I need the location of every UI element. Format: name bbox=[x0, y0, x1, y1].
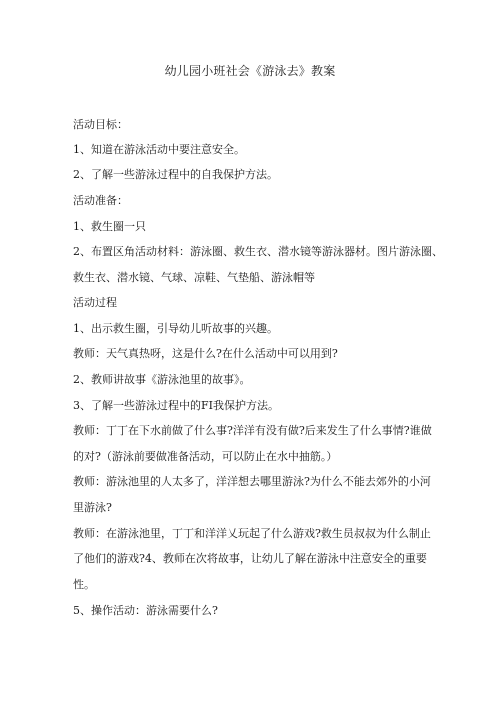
section-heading-preparation: 活动准备： bbox=[73, 194, 128, 207]
preparation-item-2-continued: 救生衣、潜水镜、气球、凉鞋、气垫船、游泳帽等 bbox=[73, 271, 315, 284]
process-step-2: 2、教师讲故事《游泳池里的故事》。 bbox=[73, 373, 251, 386]
process-step-5: 5、操作活动：游泳需要什么? bbox=[73, 604, 218, 617]
process-step-1: 1、出示救生圈，引导幼儿听故事的兴趣。 bbox=[73, 322, 278, 335]
teacher-line-3-continued: 里游泳? bbox=[73, 501, 112, 514]
goal-item-2: 2、了解一些游泳过程中的自我保护方法。 bbox=[73, 168, 278, 181]
teacher-line-4: 教师：在游泳池里，丁丁和洋洋乂玩起了什么游戏?救生员叔叔为什么制止 bbox=[73, 527, 431, 540]
teacher-line-3: 教师：游泳池里的人太多了，洋洋想去哪里游泳?为什么不能去郊外的小河 bbox=[73, 475, 431, 488]
teacher-line-4-continued: 了他们的游戏?4、教师在次将故事，让幼儿了解在游泳中注意安全的重要 bbox=[73, 552, 427, 565]
goal-item-1: 1、知道在游泳活动中要注意安全。 bbox=[73, 143, 245, 156]
teacher-line-4-end: 性。 bbox=[73, 578, 95, 591]
teacher-line-2-continued: 的对?（游泳前要做准备活动，可以防止在水中抽筋。） bbox=[73, 450, 338, 463]
preparation-item-2: 2、布置区角活动材料：游泳圈、救生衣、潜水镜等游泳器材。图片游泳圈、 bbox=[73, 245, 443, 258]
document-title: 幼儿园小班社会《游泳去》教案 bbox=[164, 64, 336, 78]
teacher-line-1: 教师：天气真热呀，这是什么?在什么活动中可以用到? bbox=[73, 347, 338, 360]
process-step-3: 3、了解一些游泳过程中的FI我保护方法。 bbox=[73, 399, 279, 412]
teacher-line-2: 教师：丁丁在下水前做了什么事?洋洋有没有做?后来发生了什么事情?谁做 bbox=[73, 424, 432, 437]
preparation-item-1: 1、救生圈一只 bbox=[73, 220, 146, 233]
section-heading-goals: 活动目标： bbox=[73, 118, 128, 131]
section-heading-process: 活动过程 bbox=[73, 296, 117, 309]
